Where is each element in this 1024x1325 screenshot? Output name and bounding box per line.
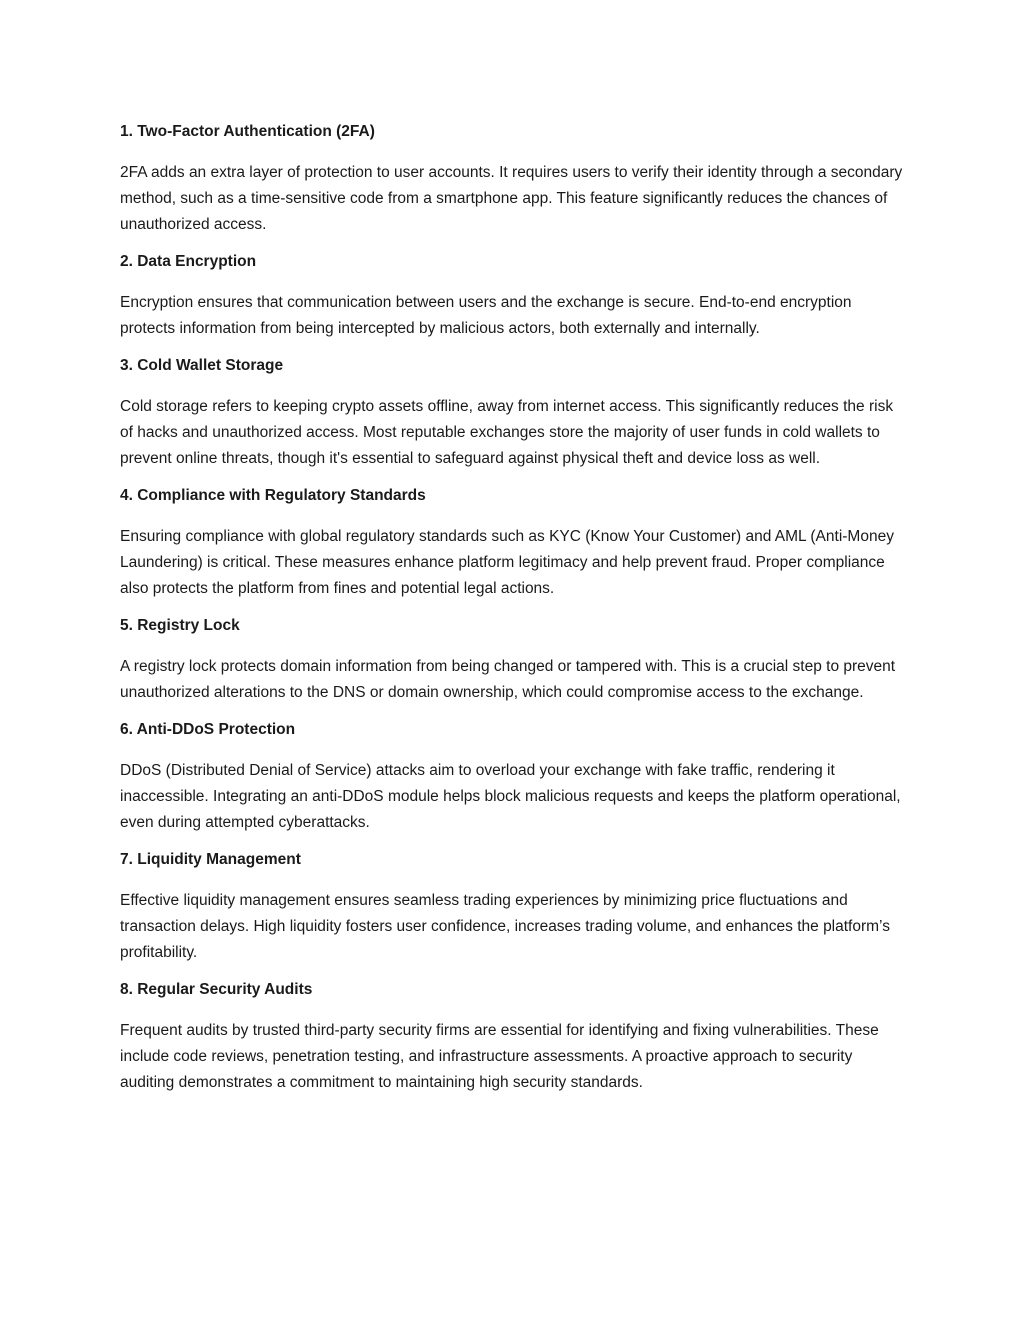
section-cold-wallet-storage bbox=[120, 355, 910, 472]
section-body: Cold storage refers to keeping crypto assets offline, away from internet access. This significantly reduces the risk of hacks and unauthorized access. Most reputable exchanges store the majority of user funds in cold wallets to prevent online threats, though it's essential to safeguard against physical theft and device loss as well. bbox=[120, 398, 894, 467]
section-body: Frequent audits by trusted third-party security firms are essential for identifying and fixing vulnerabilities. These include code reviews, penetration testing, and infrastructure assessments. A proactive approach to security auditing demonstrates a commitment to maintaining high security standards. bbox=[120, 1022, 879, 1091]
section-data-encryption bbox=[120, 251, 910, 342]
section-heading: 3. Cold Wallet Storage bbox=[120, 357, 284, 374]
section-body: A registry lock protects domain information from being changed or tampered with. This is a crucial step to prevent unauthorized alterations to the DNS or domain ownership, which could compromise access to the exchange. bbox=[120, 658, 896, 701]
section-heading: 1. Two-Factor Authentication (2FA) bbox=[120, 123, 375, 140]
section-heading: 8. Regular Security Audits bbox=[120, 981, 313, 998]
section-liquidity-management bbox=[120, 849, 910, 966]
section-heading: 6. Anti-DDoS Protection bbox=[120, 721, 296, 738]
section-body: Encryption ensures that communication between users and the exchange is secure. End-to-end encryption protects information from being intercepted by malicious actors, both externally and internally. bbox=[120, 294, 852, 337]
section-body: Ensuring compliance with global regulatory standards such as KYC (Know Your Customer) and AML (Anti-Money Laundering) is critical. These measures enhance platform legitimacy and help prevent fraud. Proper compliance also protects the platform from fines and potential legal actions. bbox=[120, 528, 894, 597]
section-heading: 5. Registry Lock bbox=[120, 617, 240, 634]
section-body: 2FA adds an extra layer of protection to user accounts. It requires users to verify their identity through a secondary method, such as a time-sensitive code from a smartphone app. This feature significantly reduces the chances of unauthorized access. bbox=[120, 164, 903, 233]
section-2fa bbox=[120, 121, 910, 238]
section-body: Effective liquidity management ensures seamless trading experiences by minimizing price fluctuations and transaction delays. High liquidity fosters user confidence, increases trading volume, and enhances the platform’s profitability. bbox=[120, 892, 890, 961]
section-heading: 4. Compliance with Regulatory Standards bbox=[120, 487, 426, 504]
section-registry-lock bbox=[120, 615, 910, 706]
section-heading: 2. Data Encryption bbox=[120, 253, 257, 270]
document-page bbox=[120, 121, 910, 1109]
section-compliance bbox=[120, 485, 910, 602]
section-body: DDoS (Distributed Denial of Service) attacks aim to overload your exchange with fake traffic, rendering it inaccessible. Integrating an anti-DDoS module helps block malicious requests and keeps the platform operational, even during attempted cyberattacks. bbox=[120, 762, 901, 831]
section-security-audits bbox=[120, 979, 910, 1096]
section-heading: 7. Liquidity Management bbox=[120, 851, 301, 868]
section-anti-ddos bbox=[120, 719, 910, 836]
